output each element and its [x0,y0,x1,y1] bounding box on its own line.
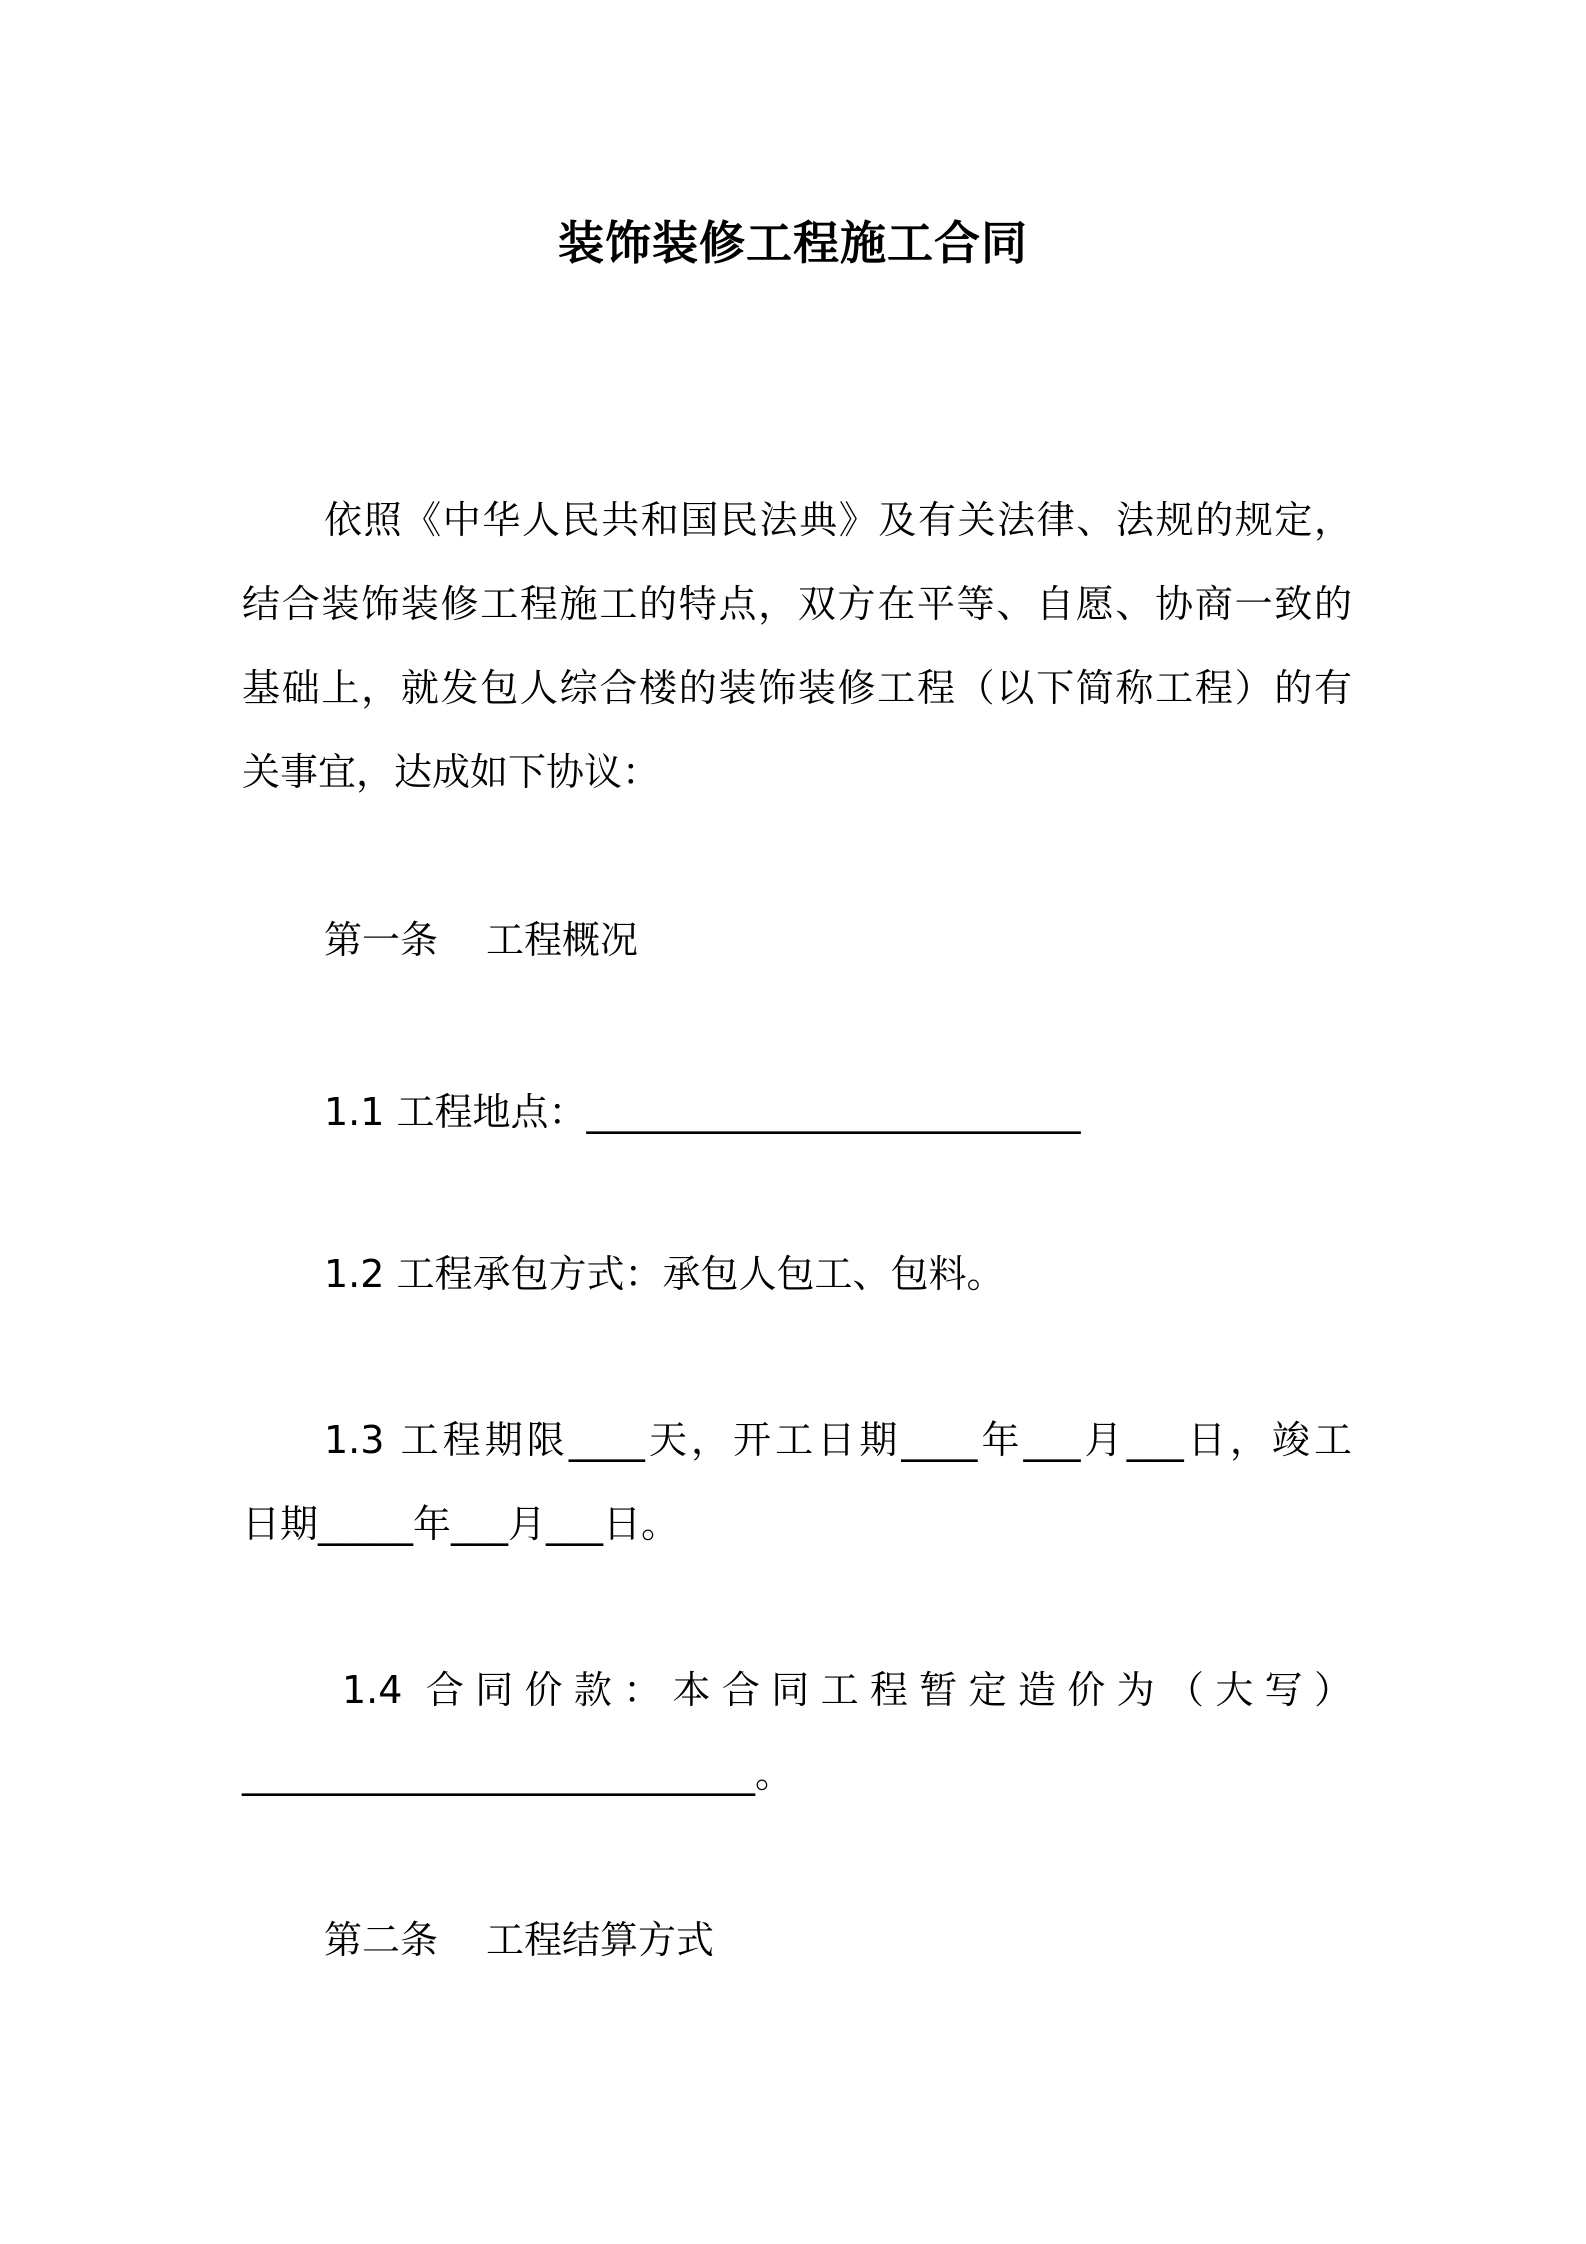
article-1-heading [324,916,1352,964]
item-1-3-schedule-line-2: 日期_____年___月___日。 [242,1502,680,1546]
item-1-4-price-line-2: ___________________________。 [242,1752,794,1796]
article-1-title: 工程概况 [486,918,639,962]
preamble-line-4: 关事宜，达成如下协议： [242,750,661,794]
item-1-3-schedule-line-1: 1.3 工程期限____天，开工日期____年___月___日，竣工 [324,1418,1352,1462]
item-1-2-contract-mode: 1.2 工程承包方式：承包人包工、包料。 [324,1252,1005,1296]
preamble-line-2: 结合装饰装修工程施工的特点，双方在平等、自愿、协商一致的 [242,582,1352,626]
preamble-line-1: 依照《中华人民共和国民法典》及有关法律、法规的规定， [324,498,1352,542]
item-1-4-price-line-1: 1.4 合同价款：本合同工程暂定造价为（大写） [342,1668,1352,1712]
article-2-heading [324,1916,1352,1964]
document-title: 装饰装修工程施工合同 [558,216,1028,270]
article-1-number: 第一条 [324,918,439,962]
article-2-title: 工程结算方式 [486,1918,715,1962]
preamble-line-3: 基础上，就发包人综合楼的装饰装修工程（以下简称工程）的有 [242,666,1352,710]
article-2-number: 第二条 [324,1918,439,1962]
item-1-1-location: 1.1 工程地点：__________________________ [324,1090,1081,1134]
